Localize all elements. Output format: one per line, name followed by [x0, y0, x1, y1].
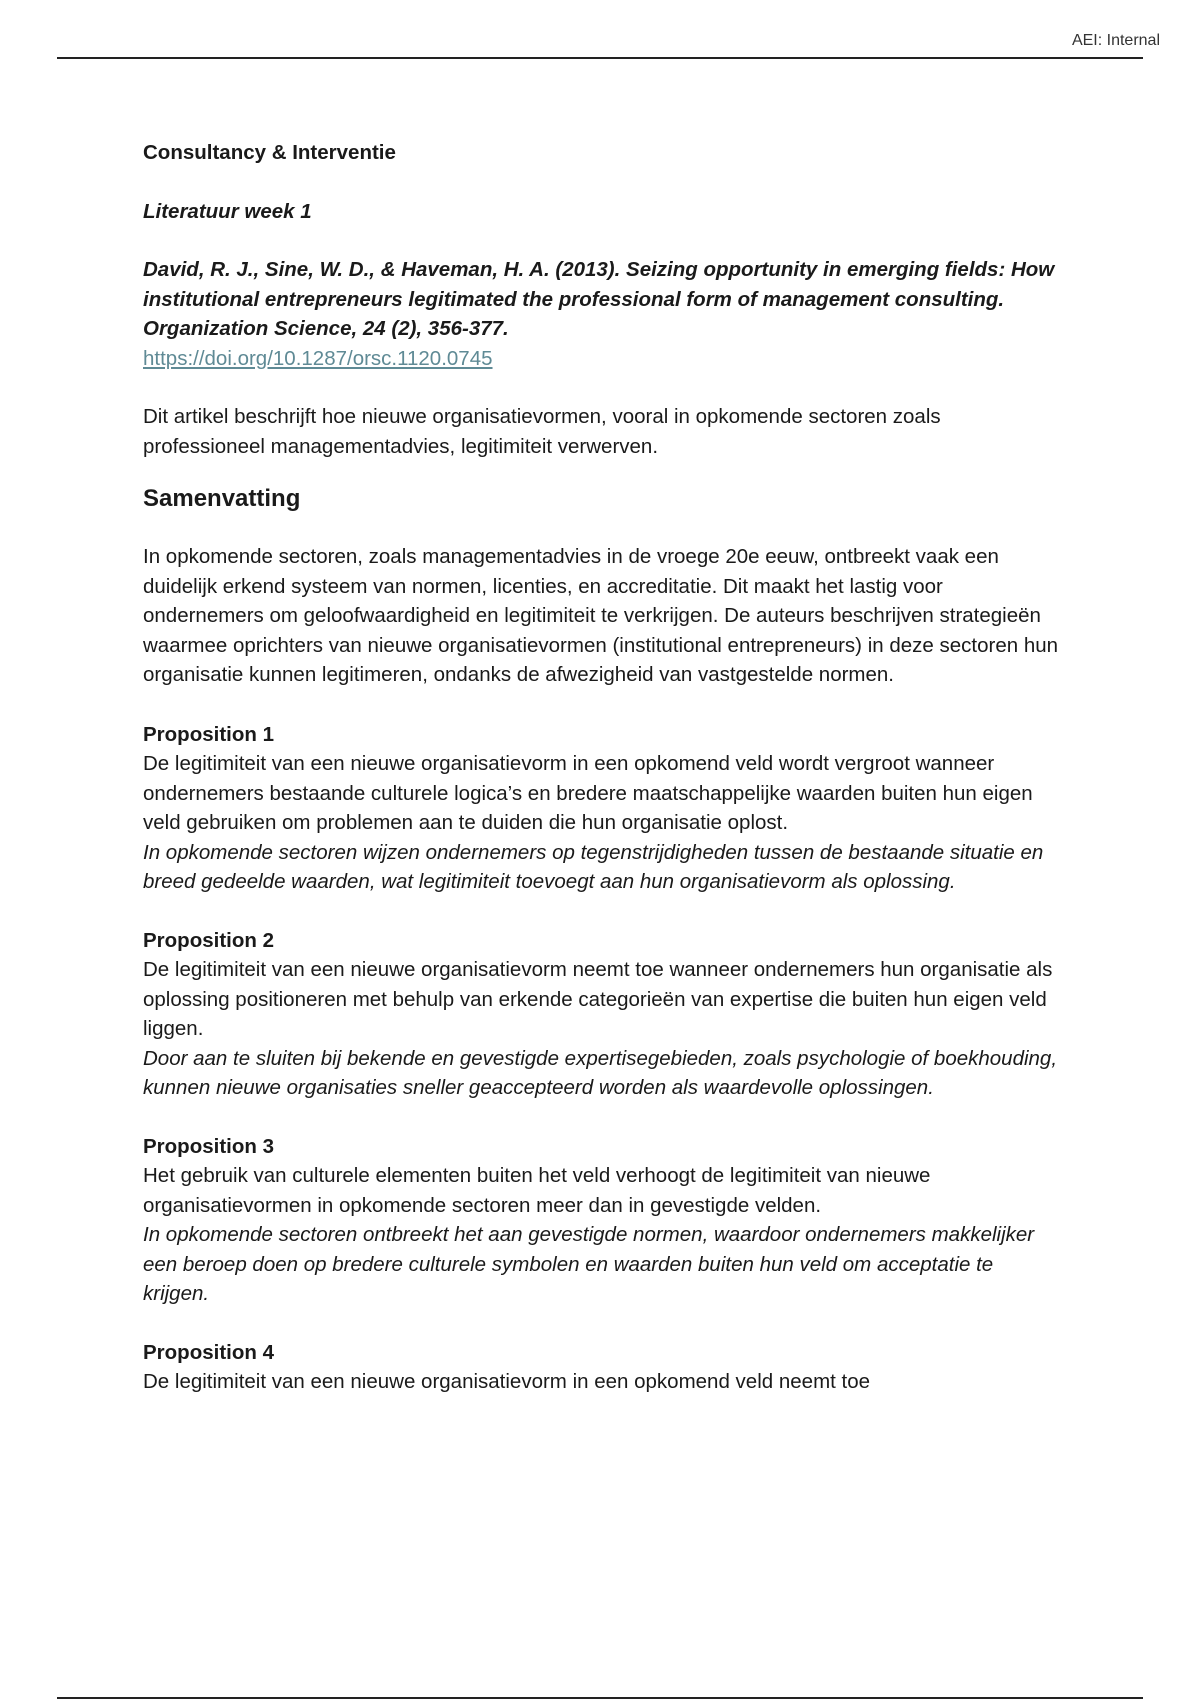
intro-paragraph: Dit artikel beschrijft hoe nieuwe organisatievormen, vooral in opkomende sectoren zoals professioneel managementadvies, legitimiteit verwerven. [143, 405, 941, 458]
proposition-title: Proposition 1 [143, 722, 274, 746]
proposition-statement: Het gebruik van culturele elementen buiten het veld verhoogt de legitimiteit van nieuwe organisatievormen in opkomende sectoren meer dan in gevestigde velden. [143, 1164, 931, 1217]
proposition-statement: De legitimiteit van een nieuwe organisatievorm neemt toe wanneer ondernemers hun organisatie als oplossing positioneren met behulp van erkende categorieën van expertise die buiten hun eigen veld liggen. [143, 958, 1053, 1040]
doi-link[interactable]: https://doi.org/10.1287/orsc.1120.0745 [143, 346, 493, 370]
proposition-2 [143, 926, 1063, 1103]
header-rule [57, 57, 1143, 59]
proposition-explanation: In opkomende sectoren wijzen ondernemers op tegenstrijdigheden tussen de bestaande situatie en breed gedeelde waarden, wat legitimiteit toevoegt aan hun organisatievorm als oplossing. [143, 840, 1044, 893]
document-body [143, 138, 1063, 1426]
proposition-1 [143, 720, 1063, 897]
citation: David, R. J., Sine, W. D., & Haveman, H. A. (2013). Seizing opportunity in emerging fields: How institutional entrepreneurs legitimated the professional form of management consulting. Organization Science, 24 (2), 356-377. [143, 258, 1055, 340]
proposition-4 [143, 1338, 1063, 1397]
summary-paragraph: In opkomende sectoren, zoals managementadvies in de vroege 20e eeuw, ontbreekt vaak een duidelijk erkend systeem van normen, licenties, en accreditatie. Dit maakt het lastig voor ondernemers om geloofwaardigheid en legitimiteit te verkrijgen. De auteurs beschrijven strategieën waarmee oprichters van nieuwe organisatievormen (institutional entrepreneurs) in deze sectoren hun organisatie kunnen legitimeren, ondanks de afwezigheid van vastgestelde normen. [143, 545, 1059, 686]
summary-heading: Samenvatting [143, 485, 301, 512]
proposition-explanation: Door aan te sluiten bij bekende en gevestigde expertisegebieden, zoals psychologie of boekhouding, kunnen nieuwe organisaties sneller geaccepteerd worden als waardevolle oplossingen. [143, 1046, 1058, 1099]
classification-label: AEI: Internal [1071, 32, 1160, 49]
proposition-statement: De legitimiteit van een nieuwe organisatievorm in een opkomend veld wordt vergroot wanneer ondernemers bestaande culturele logica’s en bredere maatschappelijke waarden buiten hun eigen veld gebruiken om problemen aan te duiden die hun organisatie oplost. [143, 752, 1033, 834]
proposition-title: Proposition 3 [143, 1134, 274, 1158]
proposition-3 [143, 1132, 1063, 1309]
proposition-title: Proposition 2 [143, 928, 274, 952]
proposition-title: Proposition 4 [143, 1340, 274, 1364]
proposition-statement: De legitimiteit van een nieuwe organisatievorm in een opkomend veld neemt toe [143, 1370, 871, 1393]
proposition-explanation: In opkomende sectoren ontbreekt het aan gevestigde normen, waardoor ondernemers makkelijker een beroep doen op bredere culturele symbolen en waarden buiten hun veld om acceptatie te krijgen. [143, 1223, 1035, 1305]
footer-rule [57, 1697, 1143, 1699]
course-title: Consultancy & Interventie [143, 141, 396, 164]
week-title: Literatuur week 1 [143, 199, 312, 223]
